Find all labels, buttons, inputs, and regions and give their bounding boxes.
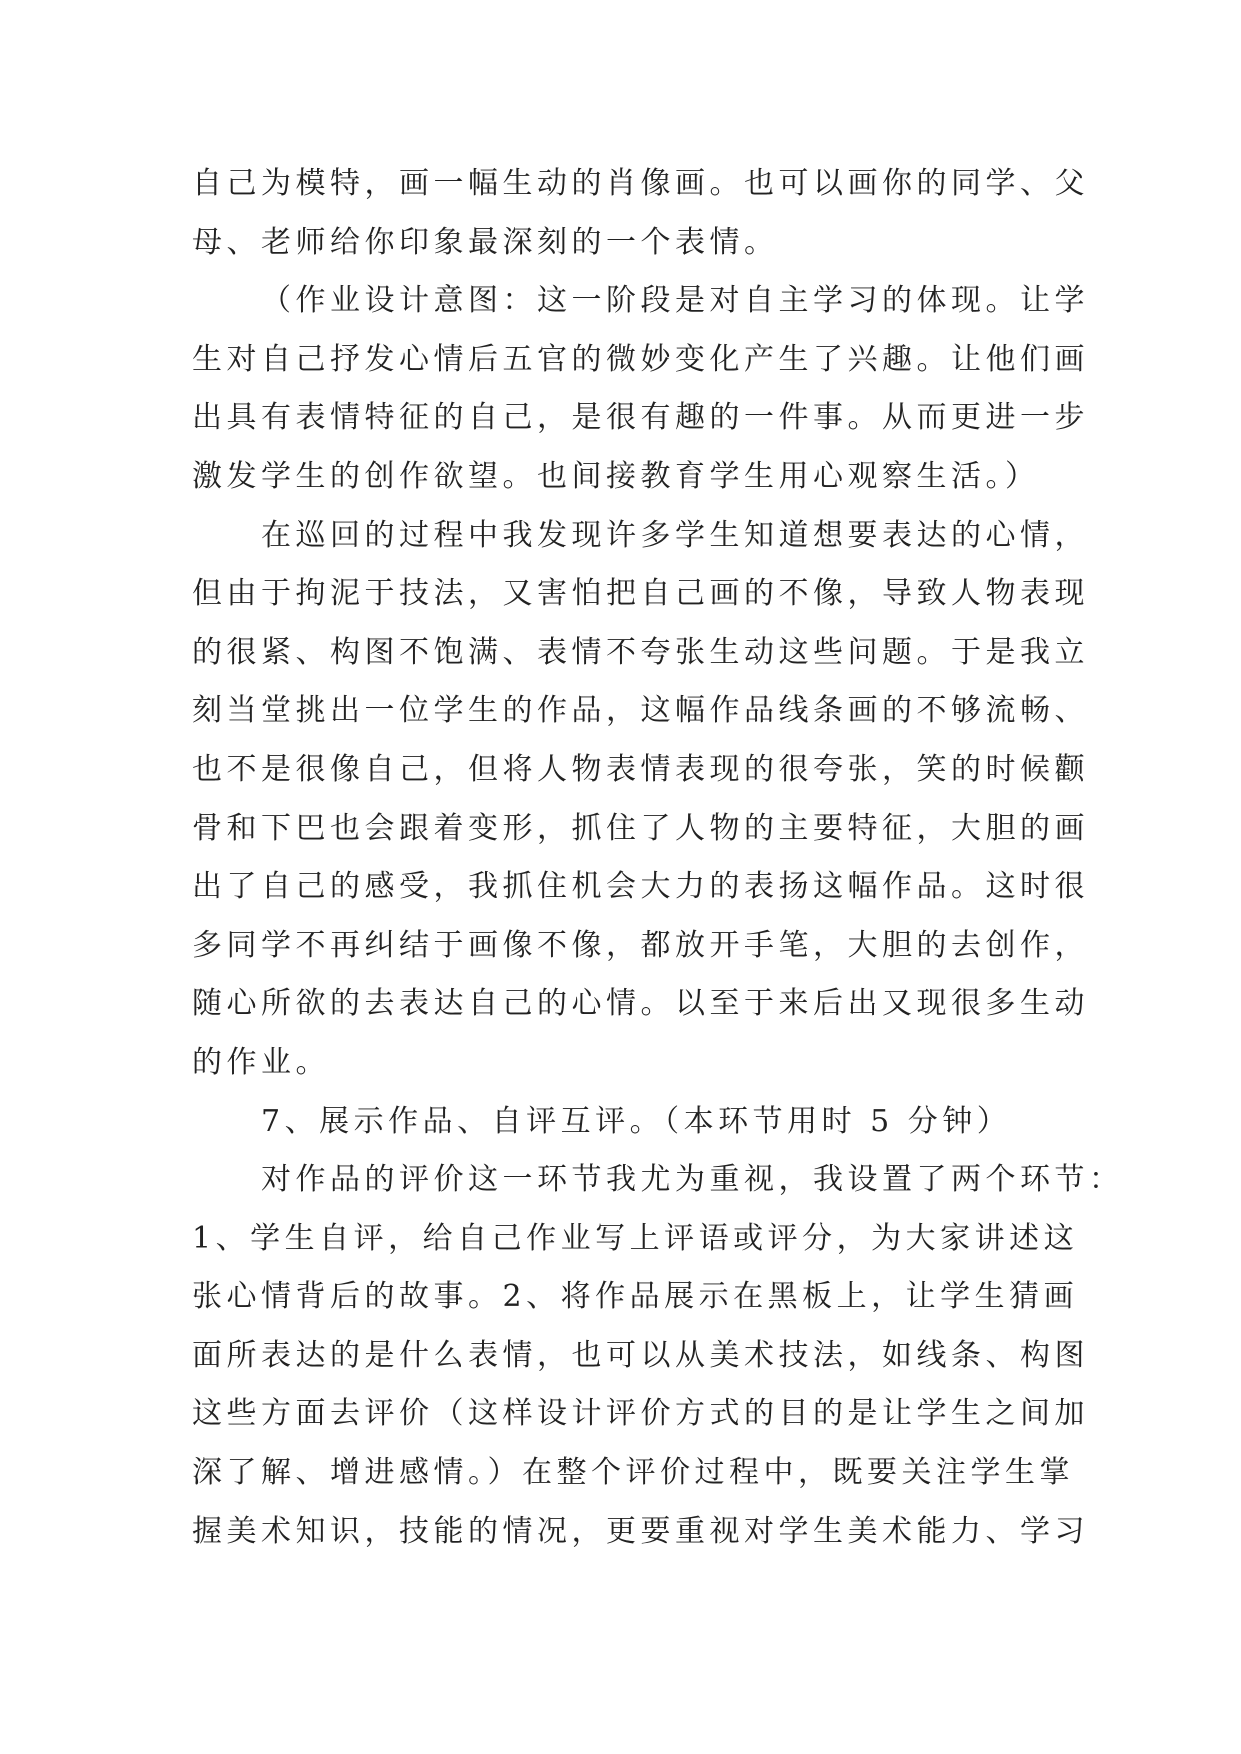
text-line: 多同学不再纠结于画像不像，都放开手笔，大胆的去创作， <box>192 927 1089 963</box>
text-line: 母、老师给你印象最深刻的一个表情。 <box>192 224 779 260</box>
text-line: 1、学生自评，给自己作业写上评语或评分，为大家讲述这 <box>192 1220 1079 1256</box>
text-line: （作业设计意图：这一阶段是对自主学习的体现。让学 <box>261 283 1089 319</box>
text-line: 深了解、增进感情。）在整个评价过程中，既要关注学生掌 <box>192 1455 1074 1491</box>
paragraph-5 <box>192 1151 1124 1561</box>
text-line: 的作业。 <box>192 1044 330 1080</box>
text-line: 对作品的评价这一环节我尤为重视，我设置了两个环节： <box>261 1162 1124 1198</box>
section-heading: 7、展示作品、自评互评。（本环节用时 5 分钟） <box>261 1103 1012 1139</box>
text-line: 这些方面去评价（这样设计评价方式的目的是让学生之间加 <box>192 1396 1089 1432</box>
text-line: 出了自己的感受，我抓住机会大力的表扬这幅作品。这时很 <box>192 869 1089 905</box>
text-line: 出具有表情特征的自己，是很有趣的一件事。从而更进一步 <box>192 400 1089 436</box>
text-line: 在巡回的过程中我发现许多学生知道想要表达的心情， <box>261 517 1089 553</box>
text-line: 自己为模特，画一幅生动的肖像画。也可以画你的同学、父 <box>192 166 1089 201</box>
text-line: 生对自己抒发心情后五官的微妙变化产生了兴趣。让他们画 <box>192 341 1089 377</box>
paragraph-3 <box>192 507 1089 1093</box>
text-line: 握美术知识，技能的情况，更要重视对学生美术能力、学习 <box>192 1513 1089 1549</box>
paragraph-2 <box>192 272 1089 506</box>
paragraph-1 <box>192 155 1089 272</box>
text-line: 也不是很像自己，但将人物表情表现的很夸张，笑的时候颧 <box>192 751 1089 787</box>
text-line: 激发学生的创作欲望。也间接教育学生用心观察生活。） <box>192 458 1040 494</box>
text-line: 随心所欲的去表达自己的心情。以至于来后出又现很多生动 <box>192 986 1089 1022</box>
text-line: 骨和下巴也会跟着变形，抓住了人物的主要特征，大胆的画 <box>192 810 1089 846</box>
text-line: 刻当堂挑出一位学生的作品，这幅作品线条画的不够流畅、 <box>192 693 1089 729</box>
text-line: 但由于拘泥于技法，又害怕把自己画的不像，导致人物表现 <box>192 576 1089 612</box>
text-line: 面所表达的是什么表情，也可以从美术技法，如线条、构图 <box>192 1337 1089 1373</box>
text-line: 张心情背后的故事。2、将作品展示在黑板上，让学生猜画 <box>192 1279 1079 1315</box>
paragraph-4-heading <box>192 1093 1057 1152</box>
text-line: 的很紧、构图不饱满、表情不夸张生动这些问题。于是我立 <box>192 634 1089 670</box>
document-page <box>192 155 1124 1561</box>
